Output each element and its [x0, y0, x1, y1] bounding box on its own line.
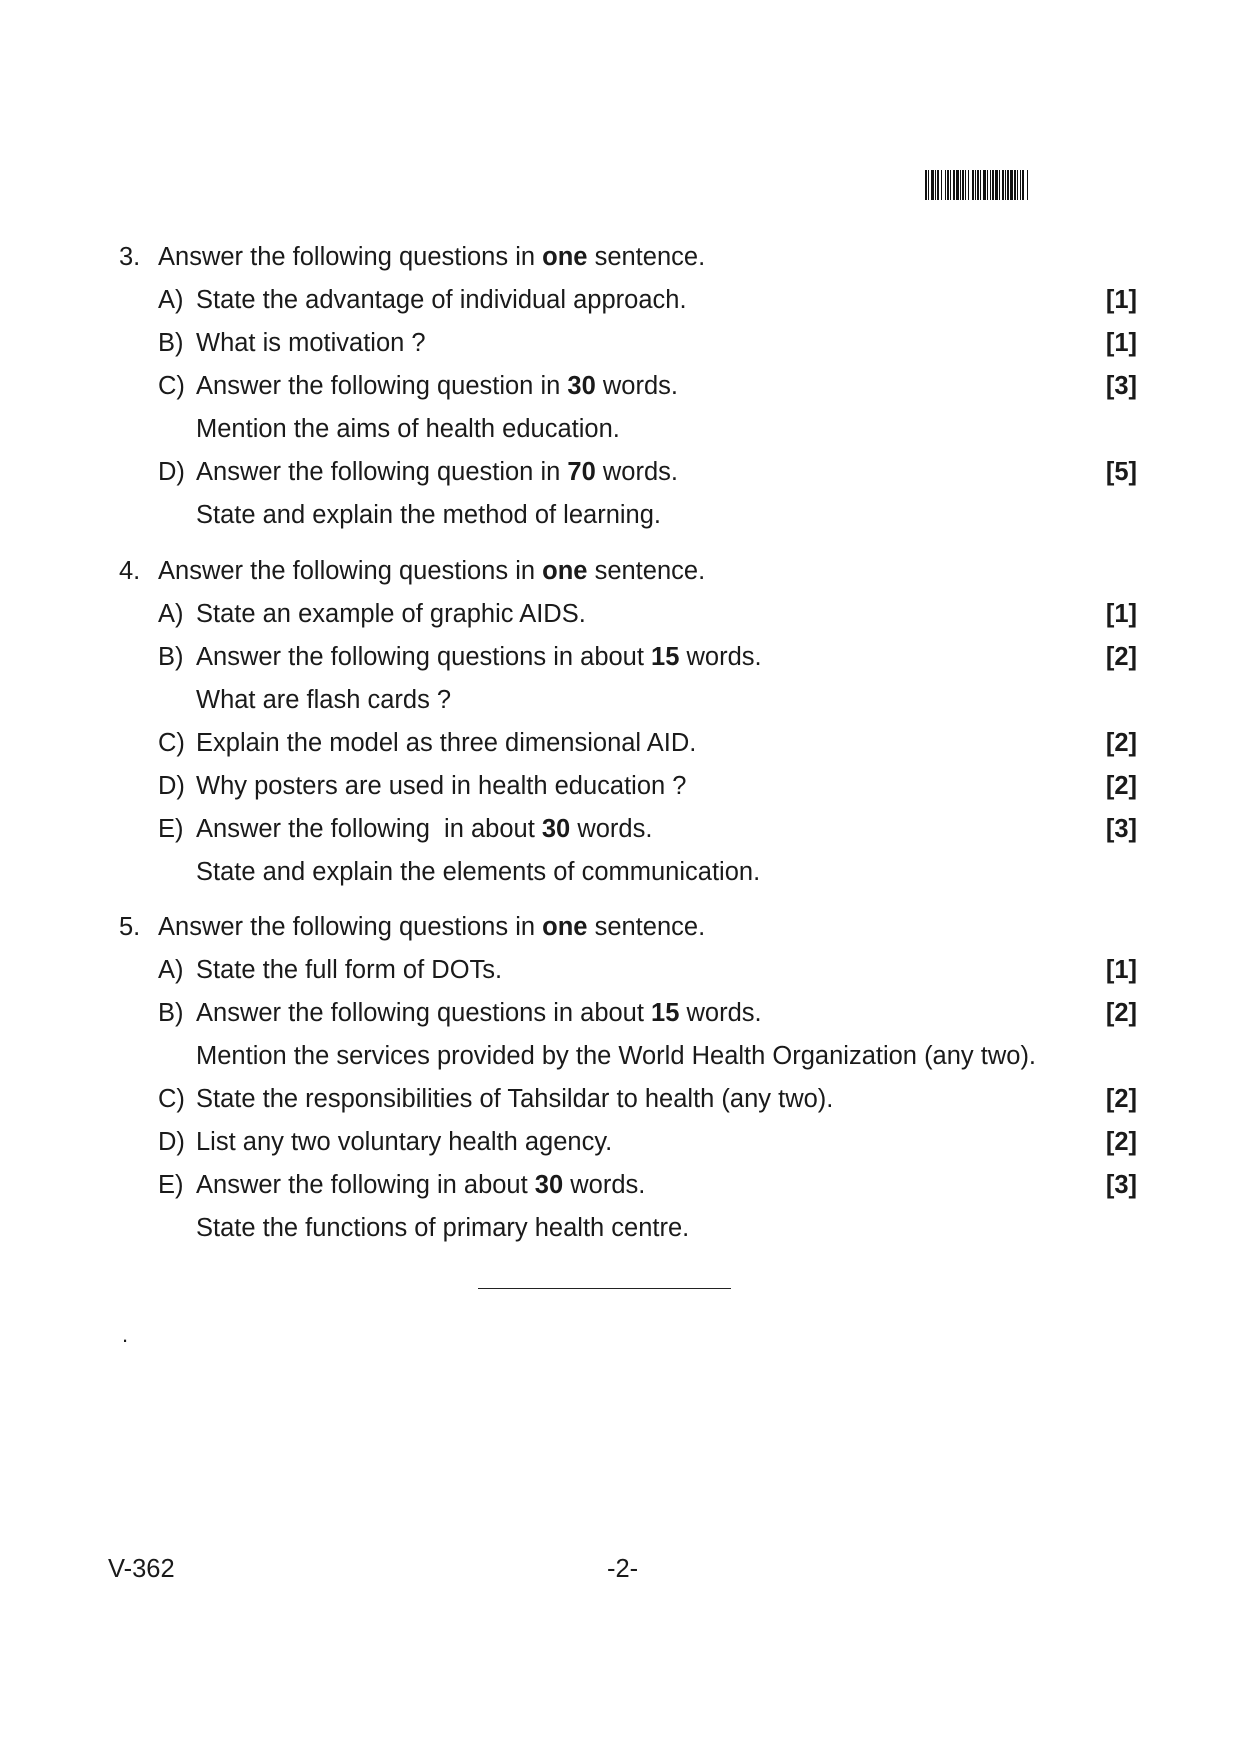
sub-question-prompt	[0, 1208, 1240, 1248]
marks: [1]	[1105, 956, 1137, 984]
question-heading	[0, 237, 1240, 277]
sub-question-letter: B)	[158, 643, 184, 671]
sub-question-text: What is motivation ?	[196, 329, 426, 357]
question-instruction: Answer the following questions in one sentence.	[158, 243, 706, 271]
question-number: 5.	[119, 913, 141, 941]
marks: [2]	[1105, 772, 1137, 800]
sub-question	[0, 1165, 1240, 1205]
sub-question-prompt-text: State and explain the method of learning.	[196, 501, 661, 529]
sub-question	[0, 1122, 1240, 1162]
sub-question-text: Answer the following questions in about 15 words.	[196, 643, 762, 671]
question-instruction: Answer the following questions in one sentence.	[158, 557, 706, 585]
marks: [3]	[1105, 1171, 1137, 1199]
sub-question-prompt	[0, 680, 1240, 720]
marks: [2]	[1105, 729, 1137, 757]
marks: [2]	[1105, 1128, 1137, 1156]
marks: [1]	[1105, 600, 1137, 628]
sub-question-letter: E)	[158, 815, 184, 843]
marks: [1]	[1105, 286, 1137, 314]
sub-question	[0, 993, 1240, 1033]
marks: [2]	[1105, 643, 1137, 671]
sub-question-prompt	[0, 852, 1240, 892]
sub-question-letter: E)	[158, 1171, 184, 1199]
sub-question-letter: C)	[158, 1085, 185, 1113]
page-number: -2-	[607, 1555, 639, 1583]
question-heading	[0, 551, 1240, 591]
sub-question-letter: B)	[158, 999, 184, 1027]
sub-question-text: State the full form of DOTs.	[196, 956, 503, 984]
question-instruction: Answer the following questions in one sentence.	[158, 913, 706, 941]
sub-question-text: Answer the following in about 30 words.	[196, 815, 653, 843]
sub-question-text: Answer the following questions in about 15 words.	[196, 999, 762, 1027]
sub-question-text: State an example of graphic AIDS.	[196, 600, 586, 628]
sub-question-text: State the responsibilities of Tahsildar to health (any two).	[196, 1085, 834, 1113]
sub-question-text: Explain the model as three dimensional AID.	[196, 729, 697, 757]
sub-question	[0, 594, 1240, 634]
sub-question	[0, 1079, 1240, 1119]
sub-question-prompt-text: Mention the aims of health education.	[196, 415, 620, 443]
sub-question-prompt-text: Mention the services provided by the World Health Organization (any two).	[196, 1042, 1037, 1070]
sub-question-letter: D)	[158, 458, 185, 486]
sub-question-prompt	[0, 1036, 1240, 1076]
sub-question-text: List any two voluntary health agency.	[196, 1128, 613, 1156]
marks: [2]	[1105, 999, 1137, 1027]
sub-question-letter: D)	[158, 1128, 185, 1156]
sub-question	[0, 323, 1240, 363]
sub-question-text: Answer the following question in 30 words.	[196, 372, 678, 400]
sub-question-text: Answer the following in about 30 words.	[196, 1171, 646, 1199]
sub-question	[0, 950, 1240, 990]
question-number: 4.	[119, 557, 141, 585]
end-rule	[478, 1288, 731, 1289]
sub-question-letter: C)	[158, 372, 185, 400]
marks: [5]	[1105, 458, 1137, 486]
paper-code: V-362	[108, 1555, 175, 1583]
marks: [3]	[1105, 815, 1137, 843]
sub-question	[0, 766, 1240, 806]
sub-question-letter: C)	[158, 729, 185, 757]
sub-question-prompt	[0, 409, 1240, 449]
sub-question-prompt-text: State and explain the elements of communication.	[196, 858, 761, 886]
sub-question-text: Answer the following question in 70 words.	[196, 458, 678, 486]
sub-question-prompt-text: State the functions of primary health centre.	[196, 1214, 690, 1242]
sub-question-letter: A)	[158, 956, 184, 984]
sub-question	[0, 809, 1240, 849]
sub-question	[0, 637, 1240, 677]
marks: [1]	[1105, 329, 1137, 357]
marks: [2]	[1105, 1085, 1137, 1113]
stray-dot: .	[122, 1322, 129, 1347]
sub-question	[0, 723, 1240, 763]
sub-question	[0, 280, 1240, 320]
barcode	[925, 170, 1137, 200]
marks: [3]	[1105, 372, 1137, 400]
question-number: 3.	[119, 243, 141, 271]
sub-question-letter: B)	[158, 329, 184, 357]
sub-question	[0, 452, 1240, 492]
sub-question-prompt	[0, 495, 1240, 535]
sub-question-letter: D)	[158, 772, 185, 800]
question-heading	[0, 907, 1240, 947]
sub-question-letter: A)	[158, 286, 184, 314]
sub-question-text: State the advantage of individual approach.	[196, 286, 687, 314]
sub-question-letter: A)	[158, 600, 184, 628]
barcode-stripe	[1028, 170, 1029, 200]
sub-question-prompt-text: What are flash cards ?	[196, 686, 452, 714]
sub-question	[0, 366, 1240, 406]
sub-question-text: Why posters are used in health education ?	[196, 772, 687, 800]
